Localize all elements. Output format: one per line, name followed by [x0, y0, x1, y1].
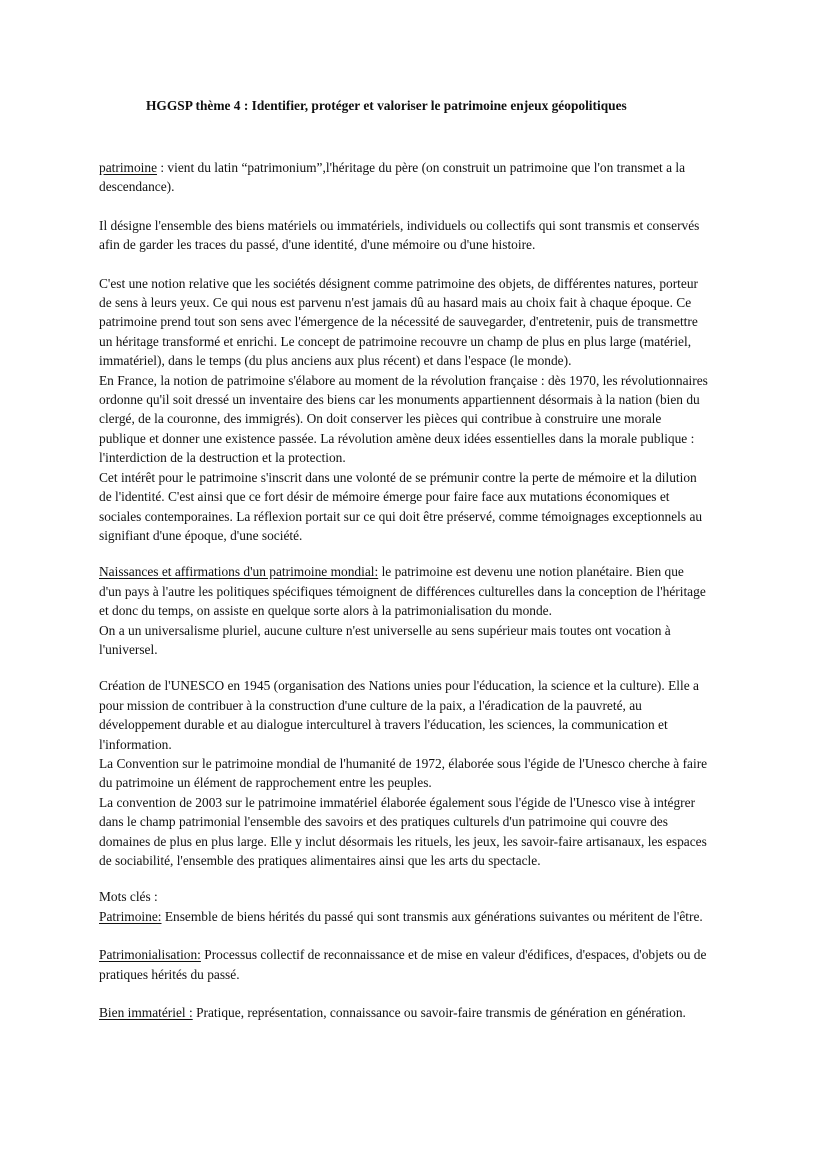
notion-text-3: Cet intérêt pour le patrimoine s'inscrit dans une volonté de se prémunir contre la perte de mémoire et la dilution de l'identité. C'est ainsi que ce fort désir de mémoire émerge pour faire face aux mutations économiques et sociales contemporaines. La réflexion portait sur ce qui doit être préservé, comme témoignages exceptionnels au signifiant d'une époque, d'une société.	[99, 469, 703, 543]
unesco-text-2: La Convention sur le patrimoine mondial de l'humanité de 1972, élaborée sous l'égide de l'Unesco cherche à faire du patrimoine un élément de rapprochement entre les peuples.	[99, 755, 708, 791]
notion-paragraph	[99, 274, 708, 546]
keyword-term: Patrimonialisation:	[99, 947, 201, 963]
definition-paragraph	[99, 158, 708, 197]
keyword-patrimoine	[99, 887, 708, 926]
keyword-definition: Processus collectif de reconnaissance et de mise en valeur d'édifices, d'espaces, d'objets ou de pratiques hérités du passé.	[99, 947, 707, 982]
definition-term: patrimoine	[99, 160, 158, 175]
unesco-text-3: La convention de 2003 sur le patrimoine immatériel élaborée également sous l'égide de l'Unesco vise à intégrer dans le champ patrimonial l'ensemble des savoirs et des pratiques culturels d'un patrimoine qui couvre des domaines de plus en plus large. Elle y inclut désormais les rituels, les jeux, les savoir-faire artisanaux, les espaces de sociabilité, l'ensemble des pratiques alimentaires ainsi que les arts du spectacle.	[99, 794, 707, 868]
world-heritage-text-2: On a un universalisme pluriel, aucune culture n'est universelle au sens supérieur mais toutes ont vocation à l'universel.	[99, 622, 671, 657]
designation-paragraph: Il désigne l'ensemble des biens matériels ou immatériels, individuels ou collectifs qui sont transmis et conservés afin de garder les traces du passé, d'une identité, d'une mémoire ou d'une histoire.	[99, 217, 700, 253]
keyword-definition: Ensemble de biens hérités du passé qui sont transmis aux générations suivantes ou méritent de l'être.	[161, 908, 703, 924]
world-heritage-paragraph	[99, 562, 708, 659]
keyword-term: Patrimoine:	[99, 908, 162, 924]
definition-text: : vient du latin “patrimonium”,l'héritage du père (on construit un patrimoine que l'on transmet a la descendance).	[99, 160, 686, 195]
notion-text-2: En France, la notion de patrimoine s'élabore au moment de la révolution française : dès 1970, les révolutionnaires ordonne qu'il soit dressé un inventaire des biens car les monuments appartiennent désormais à la nation (bien du clergé, de la couronne, des immigrés). On doit conserver les pièces qui contribue à construire une morale publique et donner une existence passée. La révolution amène deux idées essentielles dans la morale publique : l'interdiction de la destruction et la protection.	[99, 372, 708, 466]
document-title: HGGSP thème 4 : Identifier, protéger et valoriser le patrimoine enjeux géopolitiques	[146, 98, 627, 113]
keyword-bien-immateriel	[99, 1003, 708, 1022]
world-heritage-term: Naissances et affirmations d'un patrimoine mondial:	[99, 564, 379, 580]
world-heritage-text: le patrimoine est devenu une notion planétaire. Bien que d'un pays à l'autre les politiques spécifiques témoignent de différences culturelles dans la conception de l'héritage et donc du temps, on assiste en quelque sorte alors à la patrimonialisation du monde.	[99, 564, 706, 619]
keyword-term: Bien immatériel :	[99, 1005, 193, 1021]
keywords-heading: Mots clés :	[99, 889, 158, 905]
keyword-patrimonialisation	[99, 945, 708, 984]
unesco-paragraph	[99, 676, 708, 870]
keyword-definition: Pratique, représentation, connaissance ou savoir-faire transmis de génération en génération.	[192, 1005, 686, 1021]
unesco-text-1: Création de l'UNESCO en 1945 (organisation des Nations unies pour l'éducation, la science et la culture). Elle a pour mission de contribuer à la construction d'une culture de la paix, a l'éradication de la pauvreté, au développement durable et au dialogue interculturel à travers l'éducation, les sciences, la communication et l'information.	[99, 678, 699, 752]
notion-text-1: C'est une notion relative que les sociétés désignent comme patrimoine des objets, de différentes natures, porteur de sens à leurs yeux. Ce qui nous est parvenu n'est jamais dû au hasard mais au choix fait à chaque époque. Ce patrimoine prend tout son sens avec l'émergence de la nécessité de sauvegarder, d'entretenir, puis de transmettre un héritage transformé et enrichi. Le concept de patrimoine recouvre un champ de plus en plus large (matériel, immatériel), dans le temps (du plus anciens aux plus récent) et dans l'espace (le monde).	[99, 275, 698, 369]
